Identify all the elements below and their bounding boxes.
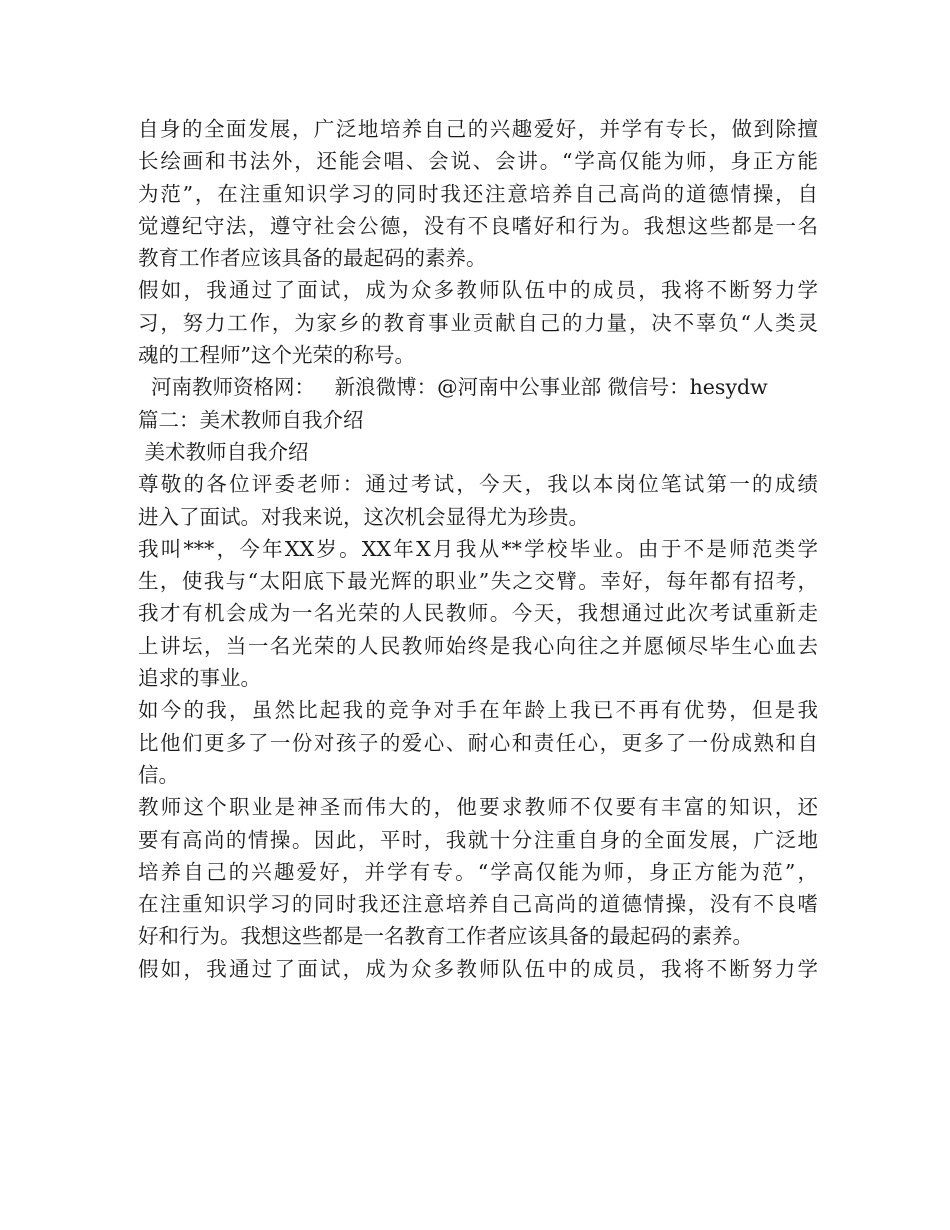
- text-line: 为范”，在注重知识学习的同时我还注意培养自己高尚的道德情操，自: [138, 181, 818, 206]
- text-line: 信。: [138, 762, 179, 787]
- text-line: 自身的全面发展，广泛地培养自己的兴趣爱好，并学有专长，做到除擅: [138, 117, 818, 141]
- text-line: 假如，我通过了面试，成为众多教师队伍中的成员，我将不断努力学: [138, 956, 818, 981]
- contact-line: 河南教师资格网： 新浪微博：@河南中公事业部 微信号：hesydw: [138, 375, 768, 400]
- text-line: 教育工作者应该具备的最起码的素养。: [138, 246, 487, 271]
- section-subtitle: 美术教师自我介绍: [138, 439, 309, 464]
- text-line: 我叫***，今年XX岁。XX年X月我从**学校毕业。由于不是师范类学: [138, 536, 818, 561]
- text-line: 上讲坛，当一名光荣的人民教师始终是我心向往之并愿倾尽毕生心血去: [138, 633, 818, 658]
- text-line: 觉遵纪守法，遵守社会公德，没有不良嗜好和行为。我想这些都是一名: [138, 213, 818, 238]
- text-line: 比他们更多了一份对孩子的爱心、耐心和责任心，更多了一份成熟和自: [138, 730, 818, 755]
- text-line: 在注重知识学习的同时我还注意培养自己高尚的道德情操，没有不良嗜: [138, 892, 818, 917]
- text-line: 进入了面试。对我来说，这次机会显得尤为珍贵。: [138, 504, 589, 529]
- section-heading: 篇二：美术教师自我介绍: [138, 407, 364, 432]
- text-line: 好和行为。我想这些都是一名教育工作者应该具备的最起码的素养。: [138, 924, 753, 949]
- text-line: 教师这个职业是神圣而伟大的，他要求教师不仅要有丰富的知识，还: [138, 795, 818, 820]
- text-line: 长绘画和书法外，还能会唱、会说、会讲。“学高仅能为师，身正方能: [138, 149, 818, 174]
- text-line: 习，努力工作，为家乡的教育事业贡献自己的力量，决不辜负“人类灵: [138, 310, 818, 335]
- text-line: 追求的事业。: [138, 666, 261, 691]
- document-body: [138, 113, 818, 985]
- text-line: 尊敬的各位评委老师：通过考试，今天，我以本岗位笔试第一的成绩: [138, 472, 818, 497]
- text-line: 魂的工程师”这个光荣的称号。: [138, 343, 415, 368]
- text-line: 如今的我，虽然比起我的竞争对手在年龄上我已不再有优势，但是我: [138, 698, 818, 723]
- text-line: 生，使我与“太阳底下最光辉的职业”失之交臂。幸好，每年都有招考，: [138, 569, 818, 594]
- text-line: 我才有机会成为一名光荣的人民教师。今天，我想通过此次考试重新走: [138, 601, 818, 626]
- text-line: 要有高尚的情操。因此，平时，我就十分注重自身的全面发展，广泛地: [138, 827, 818, 852]
- text-line: 培养自己的兴趣爱好，并学有专。“学高仅能为师，身正方能为范”，: [138, 859, 818, 884]
- text-line: 假如，我通过了面试，成为众多教师队伍中的成员，我将不断努力学: [138, 278, 818, 303]
